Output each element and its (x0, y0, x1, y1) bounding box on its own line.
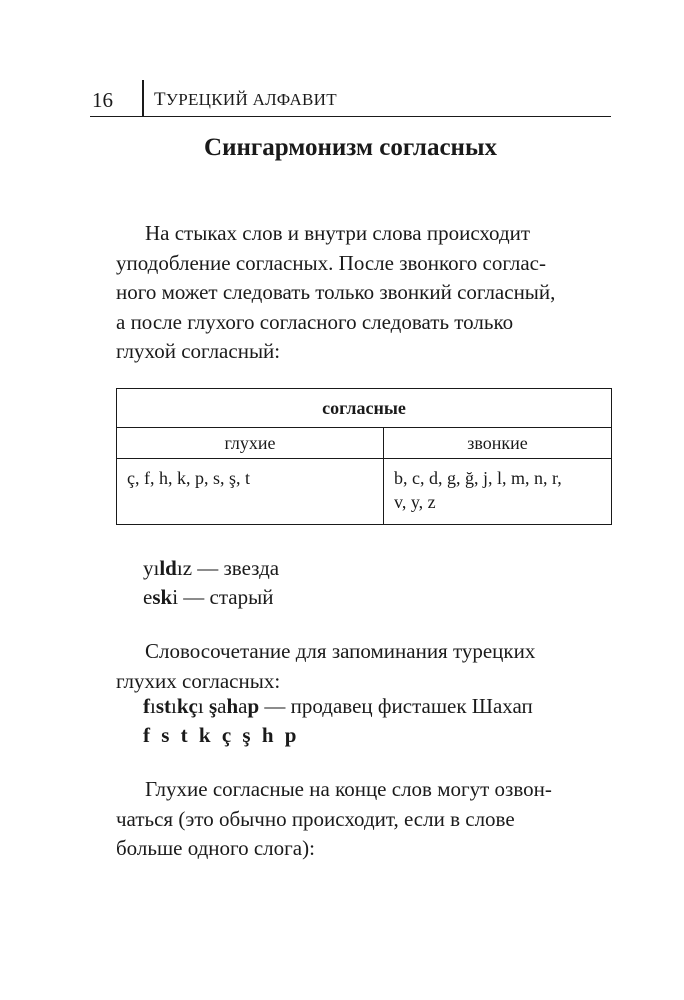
section-title: Сингармонизм согласных (204, 134, 497, 161)
mnemonic-vowel: a (238, 694, 248, 718)
paragraph-intro-line: На стыках слов и внутри слова происходит (145, 221, 531, 245)
voiced-letters-line: b, c, d, g, ğ, j, l, m, n, r, (394, 468, 562, 488)
mnemonic-consonant: ş (208, 694, 218, 718)
column-voiceless: глухие (117, 428, 384, 459)
page-header (90, 84, 611, 117)
paragraph-line: Словосочетание для запоминания турецких (145, 639, 536, 663)
paragraph-voicing (116, 775, 611, 864)
paragraph-intro-line: а после глухого согласного следовать только (116, 309, 514, 334)
paragraph-intro (116, 219, 611, 367)
voiceless-letters: ç, f, h, k, p, s, ş, t (117, 459, 384, 525)
paragraph-intro-line: глухой согласный: (116, 339, 281, 363)
mnemonic-consonant: h (226, 694, 239, 718)
paragraph-intro-line: ного может следовать только звонкий согласный, (116, 280, 556, 304)
consonants-table (116, 388, 612, 525)
paragraph-line: чаться (это обычно происходит, если в слове (116, 806, 515, 831)
voiced-letters-line: v, y, z (394, 492, 436, 512)
paragraph-intro-line: уподобление согласных. После звонкого соглас- (116, 250, 546, 275)
mnemonic-vowel: a (217, 694, 227, 718)
example-word (143, 583, 273, 612)
voiced-letters (384, 459, 612, 525)
page-number: 16 (92, 88, 113, 112)
mnemonic-vowel: ı (197, 694, 209, 718)
table-row (117, 459, 612, 525)
mnemonic-consonant: p (247, 694, 260, 718)
table-header-row (117, 389, 612, 428)
paragraph-mnemonic-intro (116, 637, 611, 696)
example-part: i — старый (172, 585, 274, 609)
example-part: ız — звезда (176, 556, 280, 580)
running-head-rest: УРЕЦКИЙ АЛФАВИТ (165, 90, 337, 109)
mnemonic-phrase (143, 692, 533, 721)
example-highlight: ld (159, 556, 177, 580)
column-voiced: звонкие (384, 428, 612, 459)
header-separator (142, 80, 144, 116)
running-head (154, 89, 337, 111)
mnemonic-consonant: st (155, 694, 172, 718)
mnemonic-vowel: ı (150, 694, 156, 718)
mnemonic-vowel: ı (171, 694, 177, 718)
example-part: yı (143, 556, 160, 580)
mnemonic-translation: — продавец фисташек Шахап (259, 694, 533, 718)
paragraph-line: Глухие согласные на конце слов могут озвон- (145, 777, 552, 801)
example-highlight: sk (152, 585, 173, 609)
table-header: согласные (117, 389, 612, 428)
paragraph-line: больше одного слога): (116, 836, 315, 860)
mnemonic-letters: f s t k ç ş h p (143, 723, 300, 747)
paragraph-line: глухих согласных: (116, 668, 281, 693)
table-subheader-row (117, 428, 612, 459)
example-word (143, 554, 279, 583)
mnemonic-consonant: kç (176, 694, 198, 718)
running-head-initial: Т (154, 89, 166, 110)
mnemonic-consonant: f (143, 694, 150, 718)
example-part: e (143, 585, 153, 609)
